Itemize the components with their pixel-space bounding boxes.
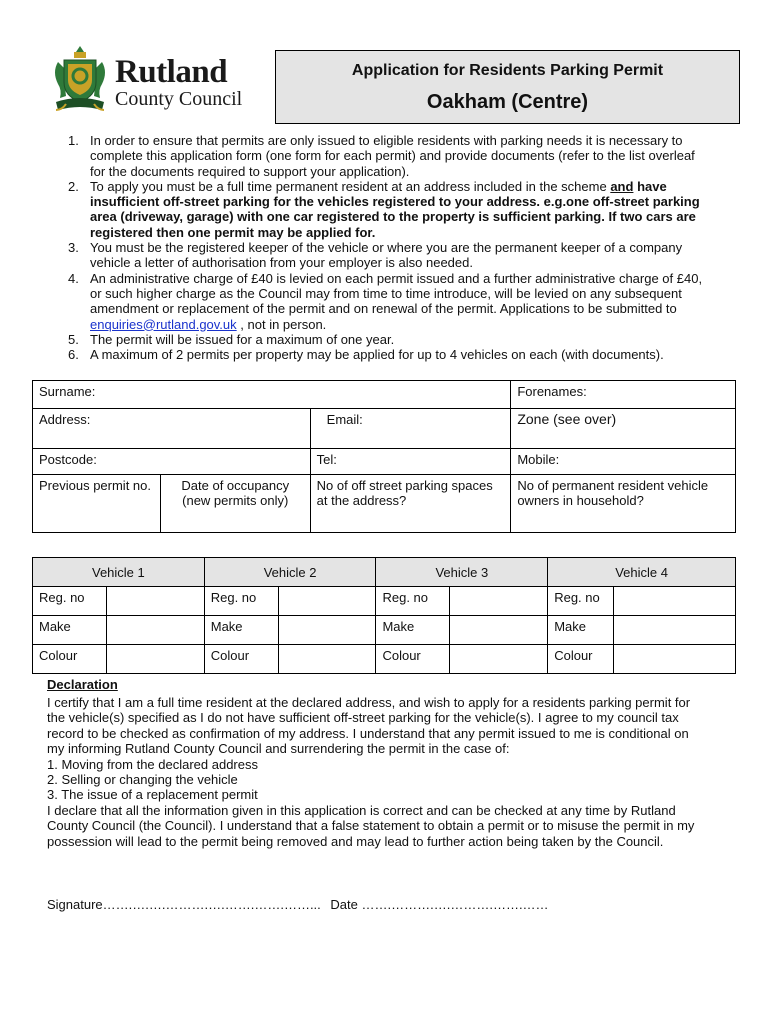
reg-input[interactable]	[450, 587, 548, 616]
make-label: Make	[376, 616, 450, 645]
instruction-item: 3. You must be the registered keeper of the vehicle or where you are the permanent keeper of a company vehicle a letter of authorisation from your employer is also needed.	[68, 240, 683, 271]
declaration-item: 1. Moving from the declared address	[47, 756, 258, 772]
table-row	[33, 587, 736, 616]
signature-label: Signature	[47, 897, 103, 912]
vehicles-table	[32, 557, 736, 674]
form-title: Application for Residents Parking Permit	[351, 62, 664, 79]
vehicle-3-header: Vehicle 3	[376, 558, 548, 587]
title-box	[275, 50, 740, 124]
colour-input[interactable]	[614, 645, 736, 674]
make-label: Make	[204, 616, 278, 645]
make-label: Make	[548, 616, 614, 645]
forenames-field[interactable]: Forenames:	[511, 381, 736, 409]
table-row	[33, 616, 736, 645]
colour-input[interactable]	[278, 645, 376, 674]
colour-input[interactable]	[450, 645, 548, 674]
vehicle-4-header: Vehicle 4	[548, 558, 736, 587]
date-dots[interactable]: …….……….….……….…….……	[361, 897, 549, 912]
colour-label: Colour	[376, 645, 450, 674]
declaration-heading: Declaration	[47, 677, 118, 692]
reg-label: Reg. no	[204, 587, 278, 616]
postcode-field[interactable]: Postcode:	[33, 449, 311, 475]
crest-icon	[50, 44, 110, 116]
make-input[interactable]	[614, 616, 736, 645]
reg-input[interactable]	[614, 587, 736, 616]
colour-label: Colour	[33, 645, 107, 674]
org-subtitle: County Council	[115, 88, 243, 110]
org-name: Rutland	[115, 54, 228, 90]
applicant-details-table	[32, 380, 736, 533]
colour-input[interactable]	[106, 645, 204, 674]
reg-input[interactable]	[278, 587, 376, 616]
resident-owners-field[interactable]: No of permanent resident vehicle owners in household?	[511, 475, 736, 533]
colour-label: Colour	[204, 645, 278, 674]
address-field[interactable]: Address:	[33, 409, 311, 449]
mobile-field[interactable]: Mobile:	[511, 449, 736, 475]
declaration-para: I declare that all the information given in this application is correct and can be checked at any time by Rutland County Council (the Council). I understand that a false statement to obtain a permit or to misuse the permit in my possession will lead to the permit being removed and may lead to further action being taken by the Council.	[47, 802, 695, 849]
council-logo	[50, 44, 243, 116]
instruction-item: 4. An administrative charge of £40 is levied on each permit issued and a further administrative charge of £40, or such higher charge as the Council may from time to time introduce, will be levied on any subsequent amendment or replacement of the permit and on renewal of the permit. Applications to be submitted to enquiries@rutland.gov.uk , not in person.	[68, 270, 703, 332]
zone-field[interactable]: Zone (see over)	[511, 409, 736, 449]
date-occupancy-field[interactable]: Date of occupancy (new permits only)	[160, 475, 310, 533]
declaration-para: I certify that I am a full time resident at the declared address, and wish to apply for a residents parking permit for the vehicle(s) specified as I do not have sufficient off-street parking for the vehicle(s). I agree to my council tax record to be checked as confirmation of my address. I understand that any permit issued to me is conditional on my informing Rutland County Council and surrendering the permit in the case of:	[47, 695, 691, 757]
declaration-text	[47, 695, 707, 849]
instruction-item: 6. A maximum of 2 permits per property may be applied for up to 4 vehicles on each (with documents).	[68, 347, 664, 363]
signature-line[interactable]	[47, 897, 549, 912]
reg-label: Reg. no	[548, 587, 614, 616]
previous-permit-field[interactable]: Previous permit no.	[33, 475, 161, 533]
vehicle-2-header: Vehicle 2	[204, 558, 376, 587]
instruction-item: 5. The permit will be issued for a maximum of one year.	[68, 331, 395, 347]
make-label: Make	[33, 616, 107, 645]
make-input[interactable]	[278, 616, 376, 645]
email-field[interactable]: Email:	[310, 409, 511, 449]
table-row	[33, 645, 736, 674]
instructions-list	[68, 133, 710, 363]
surname-field[interactable]: Surname:	[33, 381, 511, 409]
instruction-item: 2. To apply you must be a full time permanent resident at an address included in the scheme and have insufficient off-street parking for the vehicles registered to your address. e.g.one off-street parking area (driveway, garage) with one car registered to the property is sufficient parking. If two cars are registered then one permit may be applied for.	[68, 178, 700, 240]
make-input[interactable]	[450, 616, 548, 645]
reg-label: Reg. no	[376, 587, 450, 616]
off-street-spaces-field[interactable]: No of off street parking spaces at the address?	[310, 475, 511, 533]
colour-label: Colour	[548, 645, 614, 674]
declaration-item: 2. Selling or changing the vehicle	[47, 772, 238, 788]
reg-label: Reg. no	[33, 587, 107, 616]
date-label: Date	[330, 897, 358, 912]
form-location: Oakham (Centre)	[426, 91, 589, 113]
reg-input[interactable]	[106, 587, 204, 616]
instruction-item: 1. In order to ensure that permits are only issued to eligible residents with parking needs it is necessary to complete this application form (one form for each permit) and provide documents (refer to the list overleaf for the documents required to support your application).	[68, 133, 695, 179]
signature-dots[interactable]: …….….….……….….…….…….……...	[102, 897, 321, 912]
make-input[interactable]	[106, 616, 204, 645]
vehicle-1-header: Vehicle 1	[33, 558, 205, 587]
email-link[interactable]: enquiries@rutland.gov.uk	[90, 316, 237, 332]
declaration-item: 3. The issue of a replacement permit	[47, 787, 258, 803]
tel-field[interactable]: Tel:	[310, 449, 511, 475]
